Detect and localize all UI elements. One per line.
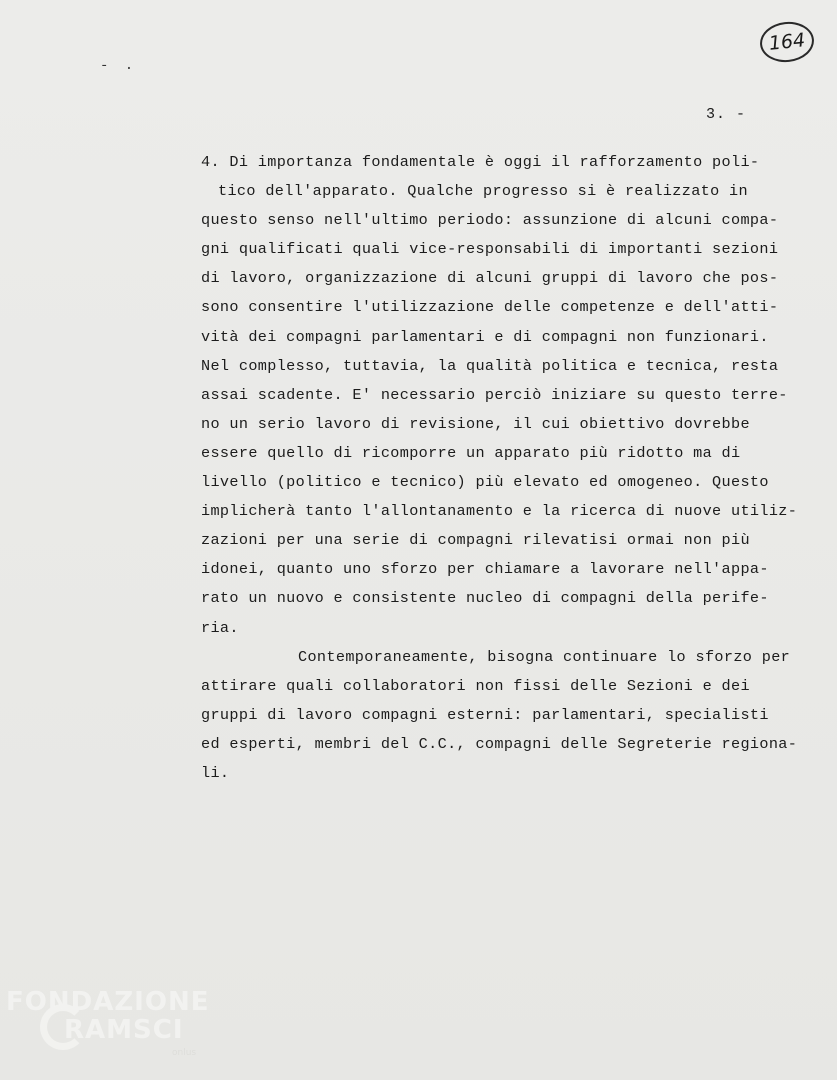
- text-line: ed esperti, membri del C.C., compagni delle Segreterie regiona-: [201, 734, 798, 753]
- text-line: zazioni per una serie di compagni rilevatisi ormai non più: [201, 531, 750, 550]
- text-line: ria.: [201, 618, 239, 637]
- text-line: di lavoro, organizzazione di alcuni gruppi di lavoro che pos-: [201, 269, 779, 288]
- text-line: Contemporaneamente, bisogna continuare lo sforzo per: [298, 647, 791, 666]
- text-line: tico dell'apparato. Qualche progresso si è realizzato in: [218, 182, 748, 201]
- text-line: Nel complesso, tuttavia, la qualità politica e tecnica, resta: [201, 356, 779, 375]
- text-line: questo senso nell'ultimo periodo: assunzione di alcuni compa-: [201, 211, 779, 230]
- text-line: gruppi di lavoro compagni esterni: parlamentari, specialisti: [201, 705, 769, 724]
- text-line: essere quello di ricomporre un apparato più ridotto ma di: [201, 443, 741, 462]
- paragraph-2: [201, 643, 821, 788]
- page-number-stamp: [758, 19, 816, 64]
- text-line: idonei, quanto uno sforzo per chiamare a lavorare nell'appa-: [201, 560, 769, 579]
- text-line: 4. Di importanza fondamentale è oggi il rafforzamento poli-: [201, 153, 760, 171]
- watermark-line-1: FONDAZIONE: [6, 987, 210, 1017]
- text-line: livello (politico e tecnico) più elevato ed omogeneo. Questo: [201, 473, 769, 492]
- text-line: attirare quali collaboratori non fissi delle Sezioni e dei: [201, 676, 750, 695]
- text-line: no un serio lavoro di revisione, il cui obiettivo dovrebbe: [201, 414, 750, 433]
- text-line: implicherà tanto l'allontanamento e la ricerca di nuove utiliz-: [201, 502, 798, 521]
- text-line: vità dei compagni parlamentari e di compagni non funzionari.: [201, 327, 769, 346]
- text-line: sono consentire l'utilizzazione delle competenze e dell'atti-: [201, 298, 779, 317]
- watermark-subtitle: onlus: [172, 1048, 197, 1058]
- page-number: 3. -: [706, 106, 747, 123]
- document-body: [201, 148, 821, 788]
- top-marks: - .: [100, 58, 138, 74]
- text-line: li.: [201, 763, 230, 782]
- text-line: assai scadente. E' necessario perciò iniziare su questo terre-: [201, 385, 788, 404]
- paragraph-1: [201, 148, 821, 643]
- page-stamp-text: 164: [767, 29, 807, 55]
- fondazione-gramsci-watermark: [6, 987, 210, 1058]
- text-line: rato un nuovo e consistente nucleo di compagni della perife-: [201, 589, 769, 608]
- watermark-line-2: RAMSCI: [64, 1015, 184, 1045]
- gramsci-g-logo-icon: [40, 1004, 86, 1050]
- text-line: gni qualificati quali vice-responsabili di importanti sezioni: [201, 240, 779, 259]
